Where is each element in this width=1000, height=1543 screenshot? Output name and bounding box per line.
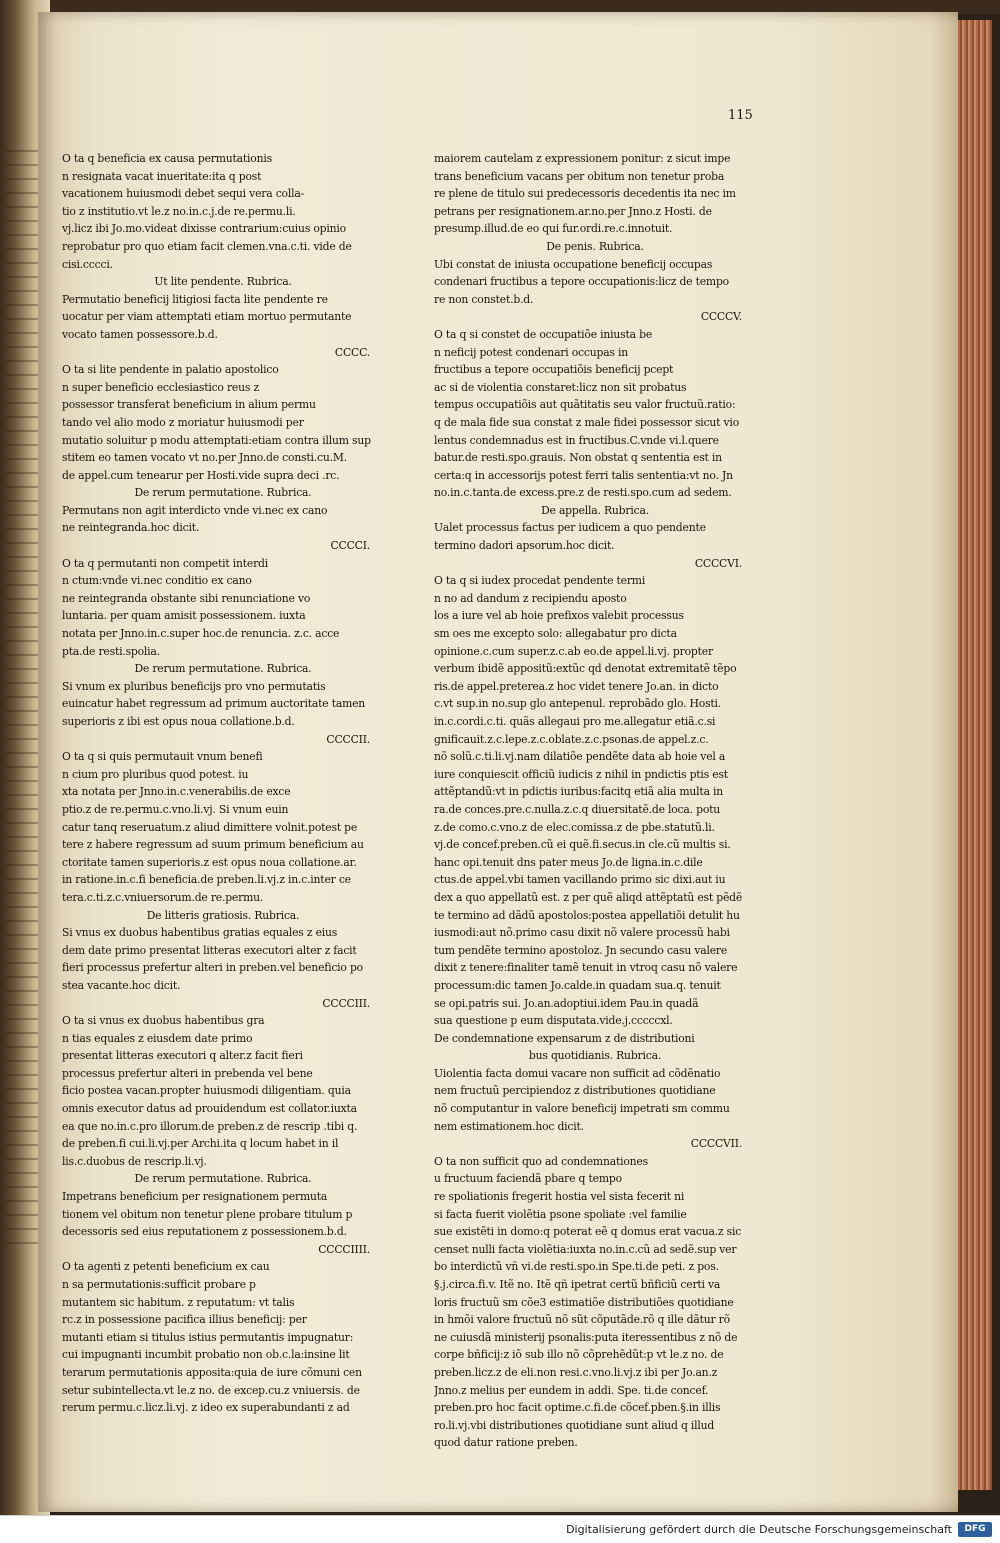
text-line: re plene de titulo sui predecessoris decedentis ita nec im (434, 187, 736, 201)
text-line: n cium pro pluribus quod potest. iu (62, 767, 249, 781)
text-line: corpe bñficij:z iõ sub illo nõ cõprehẽdũt:p vt le.z no. de (434, 1348, 724, 1362)
rubric-heading: Ut lite pendente. Rubrica. (154, 275, 292, 289)
text-line: u fructuum faciendã pbare q tempo (434, 1172, 622, 1186)
text-line: termino dadori apsorum.hoc dicit. (434, 539, 615, 553)
text-line: iusmodi:aut nõ.primo casu dixit nõ valere processũ habi (434, 926, 730, 940)
text-line: tempus occupatiõis aut quãtitatis seu valor fructuũ.ratio: (434, 398, 736, 412)
text-line: Si vnum ex pluribus beneficijs pro vno permutatis (62, 679, 326, 693)
text-line: opinione.c.cum super.z.c.ab eo.de appel.li.vj. propter (434, 644, 713, 658)
text-line: O ta q si constet de occupatiõe iniusta be (434, 327, 653, 341)
text-line: ne reintegranda obstante sibi renunciatione vo (62, 591, 311, 605)
text-line: De condemnatione expensarum z de distributioni (434, 1031, 695, 1045)
text-line: sm oes me excepto solo: allegabatur pro dicta (434, 627, 677, 641)
rubric-heading: De rerum permutatione. Rubrica. (134, 486, 312, 500)
text-line: re spoliationis fregerit hostia vel sista fecerit ni (434, 1190, 685, 1204)
text-line: rerum permu.c.licz.li.vj. z ideo ex superabundanti z ad (62, 1401, 350, 1415)
text-line: ne reintegranda.hoc dicit. (62, 521, 200, 535)
text-line: Permutans non agit interdicto vnde vi.nec ex cano (62, 503, 328, 517)
text-line: in.c.cordi.c.ti. quãs allegaui pro me.allegatur etiã.c.si (434, 715, 716, 728)
text-line: notata per Jnno.in.c.super hoc.de renuncia. z.c. acce (62, 627, 340, 641)
folio-number: 115 (728, 108, 753, 123)
text-line: mutatio soluitur p modu attemptati:etiam contra illum sup (62, 433, 371, 447)
text-line: n neficij potest condenari occupas in (434, 345, 629, 359)
text-line: petrans per resignationem.ar.no.per Jnno.z Hosti. de (434, 204, 712, 218)
text-line: no.in.c.tanta.de excess.pre.z de resti.spo.cum ad sedem. (434, 486, 732, 500)
text-line: uocatur per viam attemptati etiam mortuo permutante (62, 310, 352, 324)
text-line: possessor transferat beneficium in alium permu (62, 398, 316, 412)
text-line: c.vt sup.in no.sup glo antepenul. reprobãdo glo. Hosti. (434, 697, 722, 711)
text-line: O ta q permutanti non competit interdi (62, 556, 268, 570)
text-line: mutantem sic habitum. z reputatum: vt talis (62, 1295, 295, 1309)
text-line: rc.z in possessione pacifica illius beneficij: per (62, 1313, 307, 1327)
text-line: in ratione.in.c.fi beneficia.de preben.li.vj.z in.c.inter ce (62, 873, 351, 887)
text-line: lentus condemnadus est in fructibus.C.vnde vi.l.quere (434, 433, 719, 447)
text-line: O ta agenti z petenti beneficium ex cau (62, 1260, 270, 1274)
text-line: vj.de concef.preben.cũ ei quẽ.fi.secus.in cle.cũ multis si. (434, 838, 731, 852)
text-line: ctoritate tamen superioris.z est opus noua collatione.ar. (62, 855, 357, 869)
text-line: O ta si vnus ex duobus habentibus gra (62, 1014, 265, 1028)
text-line: n tias equales z eiusdem date primo (62, 1031, 253, 1045)
decision-number: CCCCI. (330, 539, 370, 553)
text-line: Impetrans beneficium per resignationem permuta (62, 1190, 328, 1204)
text-line: gnificauit.z.c.lepe.z.c.oblate.z.c.psonas.de appel.z.c. (434, 732, 709, 746)
text-line: dex a quo appellatũ est. z per quẽ aliqd attẽptatũ est pẽdẽ (434, 890, 743, 904)
text-line: presentat litteras executori q alter.z facit fieri (62, 1049, 303, 1063)
text-line: n ctum:vnde vi.nec conditio ex cano (62, 574, 252, 588)
decision-number: CCCCV. (700, 310, 742, 324)
text-line: ra.de conces.pre.c.nulla.z.c.q diuersitatẽ.de loca. potu (434, 802, 721, 816)
text-line: terarum permutationis apposita:quia de iure cõmuni cen (62, 1365, 362, 1379)
text-line: n super beneficio ecclesiastico reus z (62, 380, 259, 394)
text-line: pta.de resti.spolia. (62, 644, 160, 658)
text-line: preben.licz.z de eli.non resi.c.vno.li.vj.z ibi per Jo.an.z (434, 1365, 718, 1379)
text-line: re non constet.b.d. (434, 292, 534, 306)
rubric-heading: De rerum permutatione. Rubrica. (134, 662, 312, 676)
left-column (62, 150, 384, 1417)
decision-number: CCCCIIII. (318, 1242, 370, 1256)
decision-number: CCCCIII. (322, 996, 370, 1010)
text-line: Permutatio beneficij litigiosi facta lite pendente re (62, 292, 328, 306)
text-line: decessoris sed eius reputationem z possessionem.b.d. (62, 1225, 347, 1239)
text-line: loris fructuũ sm cõe3 estimatiõe distributiões quotidiane (434, 1295, 734, 1309)
text-line: si facta fuerit violẽtia psone spoliate :vel familie (434, 1207, 687, 1221)
text-line: catur tanq reseruatum.z aliud dimittere volnit.potest pe (62, 820, 358, 834)
text-line: nõ computantur in valore beneficij impetrati sm commu (434, 1102, 730, 1116)
text-line: ficio postea vacan.propter huiusmodi diligentiam. quia (62, 1084, 351, 1098)
text-line: ctus.de appel.vbi tamen vacillando primo sic dixi.aut iu (434, 873, 726, 887)
text-line: in hmõi valore fructuũ nõ sũt cõputãde.rõ q ille dãtur rõ (434, 1313, 730, 1327)
rubric-heading: bus quotidianis. Rubrica. (528, 1049, 662, 1063)
text-line: tera.c.ti.z.c.vniuersorum.de re.permu. (62, 890, 264, 904)
text-line: euincatur habet regressum ad primum auctoritate tamen (62, 697, 366, 711)
text-line: vacationem huiusmodi debet sequi vera colla- (62, 187, 305, 201)
decision-number: CCCCVI. (694, 556, 742, 570)
text-line: lis.c.duobus de rescrip.li.vj. (62, 1154, 207, 1168)
text-line: te termino ad dãdũ apostolos:postea appellatiõi detulit hu (434, 908, 740, 922)
text-line: luntaria. per quam amisit possessionem. iuxta (62, 609, 306, 623)
text-line: ea que no.in.c.pro illorum.de preben.z de rescrip .tibi q. (62, 1119, 358, 1133)
text-line: de appel.cum tenearur per Hosti.vide supra deci .rc. (62, 468, 340, 482)
text-line: quod datur ratione preben. (434, 1436, 578, 1450)
text-line: preben.pro hoc facit optime.c.fi.de cõcef.pben.§.in illis (434, 1401, 721, 1415)
decision-number: CCCCVII. (690, 1137, 742, 1151)
text-line: superioris z ibi est opus noua collatione.b.d. (62, 715, 295, 728)
text-line: hanc opi.tenuit dns pater meus Jo.de ligna.in.c.dile (434, 855, 703, 869)
text-line: cisi.cccci. (62, 257, 113, 271)
text-line: xta notata per Jnno.in.c.venerabilis.de exce (62, 785, 291, 799)
text-line: Jnno.z melius per eundem in addi. Spe. ti.de concef. (434, 1383, 709, 1397)
text-line: de preben.fi cui.li.vj.per Archi.ita q locum habet in il (62, 1137, 339, 1151)
text-line: bo interdictũ vñ vi.de resti.spo.in Spe.ti.de peti. z pos. (434, 1260, 719, 1274)
text-line: O ta non sufficit quo ad condemnationes (434, 1154, 648, 1168)
text-line: processum:dic tamen Jo.calde.in quadam sua.q. tenuit (434, 978, 721, 992)
text-line: verbum ibidẽ appositũ:extũc qd denotat extremitatẽ tẽpo (434, 662, 737, 676)
text-line: nem fructuũ percipiendoz z distributiones quotidiane (434, 1084, 716, 1098)
text-line: n sa permutationis:sufficit probare p (62, 1278, 256, 1291)
text-line: reprobatur pro quo etiam facit clemen.vna.c.ti. vide de (62, 239, 352, 253)
text-line: O ta q si iudex procedat pendente termi (434, 574, 646, 588)
text-line: omnis executor datus ad prouidendum est collator.iuxta (62, 1102, 357, 1116)
footer-credit: Digitalisierung gefördert durch die Deutsche Forschungsgemeinschaft (566, 1523, 952, 1536)
right-column (434, 150, 756, 1452)
text-line: O ta si lite pendente in palatio apostolico (62, 363, 279, 377)
text-line: z.de como.c.vno.z de elec.comissa.z de pbe.statutũ.li. (434, 820, 715, 834)
text-line: Uiolentia facta domui vacare non sufficit ad cõdẽnatio (434, 1066, 721, 1080)
text-line: attẽptandũ:vt in pdictis iuribus:facitq etiã alia multa in (434, 785, 724, 799)
text-line: condenari fructibus a tepore occupationis:licz de tempo (434, 275, 729, 289)
text-line: vj.licz ibi Jo.mo.videat dixisse contrarium:cuius opinio (62, 222, 346, 236)
text-line: maiorem cautelam z expressionem ponitur: z sicut impe (434, 152, 731, 165)
text-line: sua questione p eum disputata.vide.j.cccccxl. (434, 1014, 673, 1028)
text-line: Ualet processus factus per iudicem a quo pendente (434, 521, 706, 535)
text-line: setur subintellecta.vt le.z no. de excep.cu.z vniuersis. de (62, 1383, 360, 1397)
text-line: tio z institutio.vt le.z no.in.c.j.de re.permu.li. (62, 204, 296, 218)
text-line: trans beneficium vacans per obitum non tenetur proba (434, 169, 725, 183)
text-line: mutanti etiam si titulus istius permutantis impugnatur: (62, 1330, 354, 1344)
text-line: n resignata vacat inueritate:ita q post (62, 169, 262, 183)
text-line: certa:q in accessorijs potest ferri talis sententia:vt no. Jn (434, 468, 733, 482)
text-line: ptio.z de re.permu.c.vno.li.vj. Si vnum euin (62, 802, 289, 816)
text-line: stea vacante.hoc dicit. (62, 978, 181, 992)
text-line: ac si de violentia constaret:licz non sit probatus (434, 380, 687, 394)
text-line: nem estimationem.hoc dicit. (434, 1119, 584, 1133)
text-line: processus prefertur alteri in prebenda vel bene (62, 1066, 313, 1080)
text-line: presump.illud.de eo qui fur.ordi.re.c.innotuit. (434, 222, 673, 236)
text-line: batur.de resti.spo.grauis. Non obstat q sententia est in (434, 451, 722, 465)
text-line: ne cuiusdã ministerij psonalis:puta iteressentibus z nõ de (434, 1330, 738, 1344)
footer-bar (0, 1515, 1000, 1543)
text-line: O ta q beneficia ex causa permutationis (62, 152, 272, 165)
page-edges (958, 20, 992, 1490)
text-line: cui impugnanti incumbit probatio non ob.c.la:insine lit (62, 1348, 350, 1362)
text-line: q de mala fide sua constat z male fidei possessor sicut vio (434, 415, 739, 429)
text-line: nõ solũ.c.ti.li.vj.nam dilatiõe pendẽte data ab hoie vel a (434, 750, 726, 764)
text-line: tionem vel obitum non tenetur plene probare titulum p (62, 1207, 353, 1221)
decision-number: CCCCII. (326, 732, 370, 746)
text-line: Si vnus ex duobus habentibus gratias equales z eius (62, 926, 338, 940)
text-line: ris.de appel.preterea.z hoc videt tenere Jo.an. in dicto (434, 679, 719, 693)
text-line: vocato tamen possessore.b.d. (62, 327, 218, 341)
decision-number: CCCC. (334, 345, 370, 359)
dfg-logo: DFG (958, 1522, 992, 1537)
rubric-heading: De penis. Rubrica. (546, 239, 644, 253)
text-line: ro.li.vj.vbi distributiones quotidiane sunt aliud q illud (434, 1418, 715, 1432)
text-line: stitem eo tamen vocato vt no.per Jnno.de consti.cu.M. (62, 451, 347, 465)
text-line: se opi.patris sui. Jo.an.adoptiui.idem Pau.in quadã (434, 996, 699, 1010)
text-line: sue existẽti in domo:q poterat eẽ q domus erat vacua.z sic (434, 1225, 742, 1239)
rubric-heading: De rerum permutatione. Rubrica. (134, 1172, 312, 1186)
rubric-heading: De litteris gratiosis. Rubrica. (146, 908, 300, 922)
text-line: §.j.circa.fi.v. Itẽ no. Itẽ qñ ipetrat certũ bñficiũ certi va (434, 1278, 721, 1291)
text-line: dixit z tenere:finaliter tamẽ tenuit in vtroq casu nõ valere (434, 961, 738, 975)
text-line: tere z habere regressum ad suum primum beneficium au (62, 838, 364, 852)
text-line: tum pendẽte termino apostoloz. Jn secundo casu valere (434, 943, 728, 957)
text-line: iure conquiescit officiũ iudicis z nihil in pndictis ptis est (434, 767, 728, 781)
text-line: O ta q si quis permutauit vnum benefi (62, 750, 263, 764)
text-line: n no ad dandum z recipiendu aposto (434, 591, 627, 605)
text-line: fructibus a tepore occupatiõis beneficij pcept (434, 363, 674, 377)
text-line: censet nulli facta violẽtia:iuxta no.in.c.cũ ad sedẽ.sup ver (434, 1242, 737, 1256)
text-line: los a iure vel ab hoie prefixos valebit processus (434, 609, 684, 623)
text-line: Ubi constat de iniusta occupatione beneficij occupas (434, 257, 713, 271)
rubric-heading: De appella. Rubrica. (541, 503, 649, 517)
text-line: dem date primo presentat litteras executori alter z facit (62, 943, 357, 957)
text-line: tando vel alio modo z moriatur huiusmodi per (62, 415, 304, 429)
text-line: fieri processus prefertur alteri in preben.vel beneficio po (62, 961, 363, 975)
